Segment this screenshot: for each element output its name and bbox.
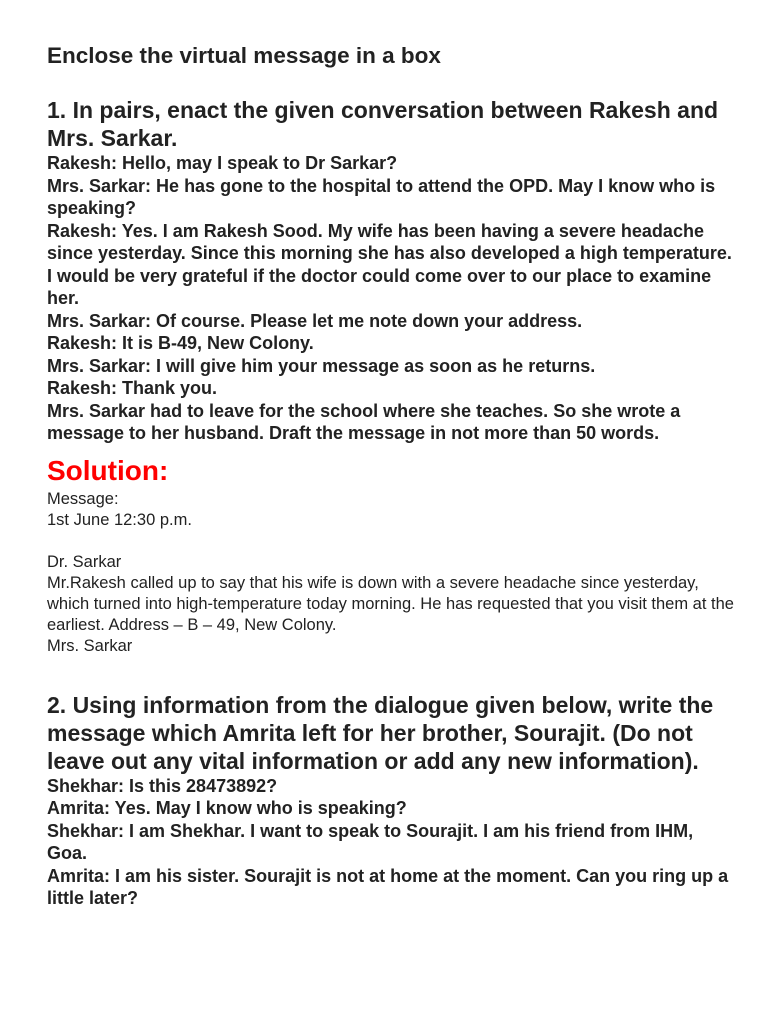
message-datetime: 1st June 12:30 p.m.: [47, 510, 192, 529]
message-salutation: Dr. Sarkar: [47, 552, 122, 571]
solution-heading: Solution:: [47, 454, 169, 486]
question-1: [47, 96, 737, 445]
question-2-dialogue: [47, 775, 737, 910]
question-2-heading: 2. Using information from the dialogue given below, write the message which Amrita left for her brother, Sourajit. (Do not leave out any vital information or add any new information).: [47, 691, 714, 774]
solution-section: [47, 453, 737, 657]
dialogue-line: Mrs. Sarkar: He has gone to the hospital to attend the OPD. May I know who is speaking?: [47, 175, 716, 218]
dialogue-line: Mrs. Sarkar: I will give him your message as soon as he returns.: [47, 355, 596, 376]
message-body: Mr.Rakesh called up to say that his wife is down with a severe headache since yesterday, which turned into high-temperature today morning. He has requested that you visit them at the earliest. Address – B – 49, New Colony.: [47, 573, 734, 634]
question-1-dialogue: [47, 152, 737, 445]
document-page: [47, 40, 737, 910]
dialogue-line: Shekhar: Is this 28473892?: [47, 775, 278, 796]
dialogue-line: Shekhar: I am Shekhar. I want to speak to Sourajit. I am his friend from IHM, Goa.: [47, 820, 694, 863]
question-2: [47, 691, 737, 910]
message-signoff: Mrs. Sarkar: [47, 636, 133, 655]
dialogue-line: Amrita: Yes. May I know who is speaking?: [47, 798, 407, 818]
blank-line: [47, 531, 737, 552]
message-label: Message:: [47, 489, 119, 508]
question-1-heading: 1. In pairs, enact the given conversation between Rakesh and Mrs. Sarkar.: [47, 97, 719, 151]
dialogue-line: Rakesh: Yes. I am Rakesh Sood. My wife has been having a severe headache since yesterday. Since this morning she has also developed a high temperature. I would be very grateful if the doctor could come over to our place to examine her.: [47, 220, 732, 308]
dialogue-line: Mrs. Sarkar: Of course. Please let me note down your address.: [47, 310, 583, 331]
dialogue-line: Mrs. Sarkar had to leave for the school where she teaches. So she wrote a message to her husband. Draft the message in not more than 50 words.: [47, 400, 681, 443]
page-title: Enclose the virtual message in a box: [47, 43, 441, 68]
dialogue-line: Rakesh: Thank you.: [47, 378, 218, 398]
dialogue-line: Rakesh: It is B-49, New Colony.: [47, 333, 314, 353]
dialogue-line: Amrita: I am his sister. Sourajit is not at home at the moment. Can you ring up a little later?: [47, 865, 729, 908]
dialogue-line: Rakesh: Hello, may I speak to Dr Sarkar?: [47, 153, 398, 173]
